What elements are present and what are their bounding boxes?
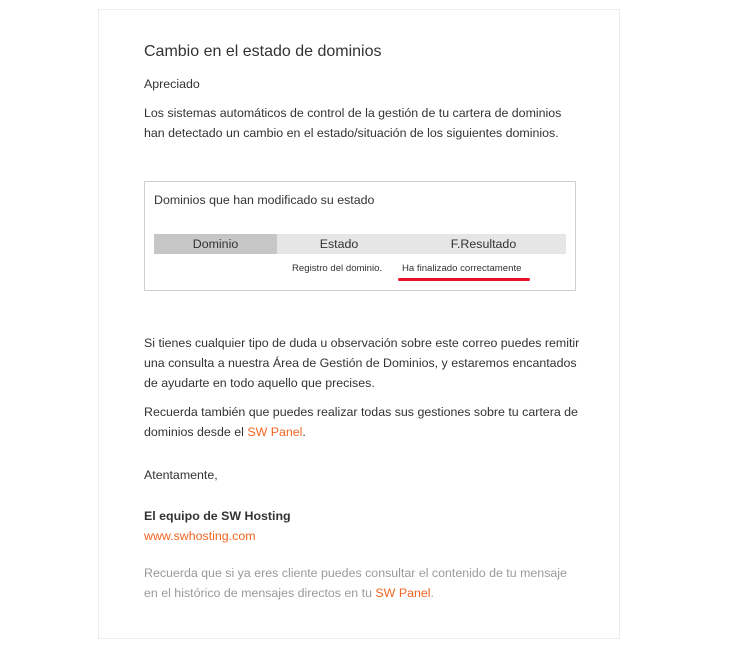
email-card [98, 9, 620, 639]
domain-status-box [144, 181, 576, 291]
result-highlight-underline [398, 278, 530, 281]
remember-text: Recuerda también que puedes realizar todas sus gestiones sobre tu cartera de dominios desde el [144, 405, 578, 439]
sw-panel-link[interactable]: SW Panel [247, 425, 303, 439]
team-signature: El equipo de SW Hosting [144, 509, 291, 523]
column-header-resultado: F.Resultado [401, 234, 566, 254]
remember-paragraph [144, 402, 584, 442]
website-link[interactable]: www.swhosting.com [144, 529, 256, 543]
footer-note [144, 563, 584, 603]
domain-table-header [154, 234, 566, 254]
footer-suffix: . [430, 586, 434, 600]
cell-resultado: Ha finalizado correctamente [402, 263, 522, 274]
remember-suffix: . [302, 425, 306, 439]
footer-sw-panel-link[interactable]: SW Panel [375, 586, 431, 600]
table-row [154, 263, 566, 279]
column-header-estado: Estado [277, 234, 401, 254]
footer-text: Recuerda que si ya eres cliente puedes consultar el contenido de tu mensaje en el histórico de mensajes directos en tu [144, 566, 567, 600]
greeting: Apreciado [144, 77, 200, 91]
domain-box-title: Dominios que han modificado su estado [154, 193, 375, 207]
email-title: Cambio en el estado de dominios [144, 43, 382, 60]
sign-off: Atentamente, [144, 468, 218, 482]
column-header-dominio: Dominio [154, 234, 277, 254]
doubt-paragraph: Si tienes cualquier tipo de duda u observación sobre este correo puedes remitir una consulta a nuestra Área de Gestión de Dominios, y estaremos encantados de ayudarte en todo aquello que precises. [144, 336, 580, 390]
cell-estado: Registro del dominio. [292, 263, 383, 274]
intro-paragraph: Los sistemas automáticos de control de la gestión de tu cartera de dominios han detectado un cambio en el estado/situación de los siguientes dominios. [144, 106, 562, 140]
